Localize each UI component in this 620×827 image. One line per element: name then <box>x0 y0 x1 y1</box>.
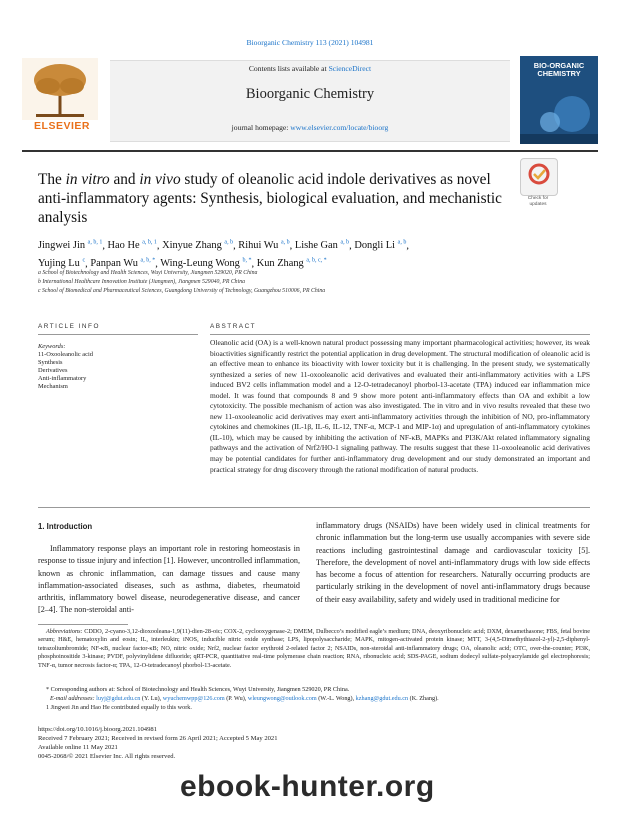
intro-left-column: Inflammatory response plays an important role in restoring homeostasis in response to tissue injury and infection [1]. However, uncontrolled inflammation, known as chronic inflammation, can damage tissues and cause many inflammation-associated diseases, such as asthma, diabetes, rheumatoid arthritis, inflammatory bowel disease, neurodegenerative disease, and cancer [2–4]. The non-steroidal anti- <box>38 544 300 615</box>
intro-right-column: inflammatory drugs (NSAIDs) have been widely used in clinical treatments for chronic inflammation but the long-term use usually accompanies with severe side reactions including gastrointestinal damage and cardiovascular toxicity [5]. Therefore, the development of novel anti-inflammatory drugs with low side effects has become a focus of attention for researchers. Naturally occurring products are particularly striking in the development of novel anti-inflammatory drugs because of their easy availability, safety and widely used in traditional medicine for <box>316 521 590 604</box>
email-link[interactable]: luyj@gdut.edu.cn <box>96 695 141 702</box>
homepage-link[interactable]: www.elsevier.com/locate/bioorg <box>290 123 389 132</box>
homepage-line <box>110 123 510 132</box>
email-link[interactable]: kzhang@gdut.edu.cn <box>355 695 409 702</box>
keywords-label: Keywords: <box>38 343 66 350</box>
sciencedirect-link[interactable]: ScienceDirect <box>328 64 372 73</box>
article-info-heading: ARTICLE INFO <box>38 323 100 330</box>
abstract-heading: ABSTRACT <box>210 323 257 330</box>
elsevier-tree-logo <box>22 58 98 120</box>
email-footnote: E-mail addresses: luyj@gdut.edu.cn (Y. Lu), wyuchemwpp@126.com (P. Wu), wleungwong@outlook.com (W.-L. Wong), kzhang@gdut.edu.cn (K. Zhang). <box>50 695 439 702</box>
author[interactable]: Kun Zhang $^{a, b, c, *}$ <box>256 257 327 270</box>
doi-link[interactable]: https://doi.org/10.1016/j.bioorg.2021.104981 <box>38 726 157 733</box>
article-info-rule <box>38 334 198 335</box>
corresponding-footnote: * Corresponding authors at: School of Biotechnology and Health Sciences, Wuyi University, Jiangmen 529020, PR China. <box>46 686 350 693</box>
journal-citation[interactable]: Bioorganic Chemistry 113 (2021) 104981 <box>246 38 374 47</box>
author[interactable]: Panpan Wu $^{a, b, *}$ <box>90 257 156 270</box>
received-dates: Received 7 February 2021; Received in revised form 26 April 2021; Accepted 5 May 2021 <box>38 735 278 742</box>
author[interactable]: Yujing Lu $^c$ <box>38 257 86 270</box>
abstract-rule <box>210 334 590 335</box>
equal-contribution-footnote: 1 Jingwei Jin and Hao He contributed equally to this work. <box>46 704 192 711</box>
abbreviations-label: Abbreviations: <box>46 628 83 635</box>
email-link[interactable]: wleungwong@outlook.com <box>247 695 317 702</box>
check-updates-icon <box>521 159 557 195</box>
check-updates-label: Check for updates <box>527 196 549 207</box>
keyword: 11-Oxooleanolic acid <box>38 351 93 358</box>
header-divider <box>22 150 598 152</box>
homepage-prefix: journal homepage: <box>231 123 291 132</box>
author[interactable]: Hao He $^{a, b, 1}$ <box>107 240 157 252</box>
footnote-rule <box>38 624 128 625</box>
author[interactable]: Rihui Wu $^{a, b}$ <box>238 240 290 252</box>
abstract-text: Oleanolic acid (OA) is a well-known natural product possessing many important pharmacological activities; however, its weak bioactivities significantly restrict the potential application in drug development. The structural modification of oleanolic acid is an effective mean to enhance its bioactivity with lower toxicity but it is challenging. In the present study, we systematically synthesized a series of new 11-oxooleanolic acid derivatives and evaluated their anti-inflammatory activities with a LPS induced BV2 cells inflammation model and a 12-O-tetradecanoyl phorbol-13-acetate (TPA) induced ear inflammation mice model. It was found that compounds 8 and 9 show more potent anti-inflammatory effects than OA and exhibit a low cytotoxicity. The possible mechanism of action was also investigated. The in vitro and in vivo results revealed that these two new 11-oxooleanolic acid derivatives may exert anti-inflammatory activities through the inhibition of NO, pro-inflammatory cytokines and chemokines (IL-1β, IL-6, IL-12, TNF-α, MCP-1 and MIP-1α) and upregulation of anti-inflammatory cytokines (IL-10), which may be caused by inhibiting the activation of NF-κB, MAPKs and PI3K/Akt related inflammatory signaling pathways and the activation of Nrf2/HO-1 signaling pathway. The results suggest that these 11-oxooleanolic acid derivatives may be potential candidates for further anti-inflammatory drug development and our study demonstrated an important and practical strategy for drug discovery through the rational modification of natural products. <box>210 338 590 474</box>
cover-title: BIO-ORGANIC CHEMISTRY <box>533 61 585 78</box>
abbreviations-footnote: Abbreviations: CDDO, 2-cyano-3,12-dioxooleana-1,9(11)-dien-28-oic; COX-2, cyclooxygenase-2; DMEM, Dulbecco’s modified eagle’s medium; DNA, deoxyribonucleic acid; DXM, dexamethasone; FBS, fetal bovine serum; H&E, hematoxylin and eosin; IL, interleukin; iNOS, inducible nitric oxide synthase; LPS, lipopolysaccharide; MAPK, mitogen-activated protein kinase; MTT, 3-(4,5-Dimethythiazol-2-yl)-2,5-diphenyl-tetrazoliumbromide; NF-κB, nuclear factor-κB; NO, nitric oxide; Nrf2, nuclear factor erythroid 2-related factor 2; NSAIDs, non-steroidal anti-inflammatory drugs; OA, oleanolic acid; OTC, over-the-counter; PI3K, phosphoinositide 3-kinase; PVDF, polyvinylidene difluoride; qRT-PCR, quantitative real-time polymerase chain reaction; RNA, ribonucleic acid; SDS-PAGE, sodium dodecyl sulfate-polyacrylamide gel electrophoresis; TNF-α, tumor necrosis factor-α; TPA, 12-O-tetradecanoyl phorbol-13-acetate. <box>38 628 590 669</box>
issn-copyright: 0045-2068/© 2021 Elsevier Inc. All rights reserved. <box>38 753 176 760</box>
watermark-text: ebook-hunter.org <box>180 770 435 803</box>
article-title: The in vitro and in vivo study of oleanolic acid indole derivatives as novel anti-inflammatory agents: Synthesis, biological evaluation, and mechanistic analysis <box>38 171 502 226</box>
keyword: Synthesis <box>38 359 63 366</box>
author[interactable]: Dongli Li $^{a, b}$ <box>354 240 407 252</box>
keywords-list <box>38 351 93 391</box>
email-link[interactable]: wyuchemwpp@126.com <box>162 695 225 702</box>
abstract-bottom-rule <box>38 507 590 508</box>
author[interactable]: Jingwei Jin $^{a, b, 1}$ <box>38 240 103 252</box>
contents-prefix: Contents lists available at <box>248 64 329 73</box>
introduction-heading: 1. Introduction <box>38 522 93 531</box>
keyword: Anti-inflammatory <box>38 375 87 382</box>
check-for-updates-button[interactable] <box>520 158 558 196</box>
contents-line <box>110 64 510 73</box>
author[interactable]: Xinyue Zhang $^{a, b}$ <box>162 240 234 252</box>
author-list: Jingwei Jin $^{a, b, 1}$, Hao He $^{a, b, 1}$, Xinyue Zhang $^{a, b}$, Rihui Wu $^{a, b}$, Lishe Gan $^{a, b}$, Dongli Li $^{a, b}$, Yujing Lu $^c$, Panpan Wu $^{a, b, *}$, Wing-Leung Wong $^{b, *}$, Kun Zhang $^{a, b, c, *}$ <box>38 240 409 270</box>
publisher-name: ELSEVIER <box>34 120 90 132</box>
affiliation: c School of Biomedical and Pharmaceutical Sciences, Guangdong University of Technology, Guangzhou 510006, PR China <box>38 288 326 294</box>
author[interactable]: Wing-Leung Wong $^{b, *}$ <box>160 257 252 270</box>
affiliation: a School of Biotechnology and Health Sciences, Wuyi University, Jiangmen 529020, PR China <box>38 270 258 276</box>
available-online: Available online 11 May 2021 <box>38 744 118 751</box>
journal-name: Bioorganic Chemistry <box>245 86 375 102</box>
author[interactable]: Lishe Gan $^{a, b}$ <box>294 240 350 252</box>
affiliation: b International Healthcare Innovation Institute (Jiangmen), Jiangmen 529040, PR China <box>38 279 245 285</box>
keyword: Derivatives <box>38 367 68 374</box>
keyword: Mechanism <box>38 383 68 390</box>
